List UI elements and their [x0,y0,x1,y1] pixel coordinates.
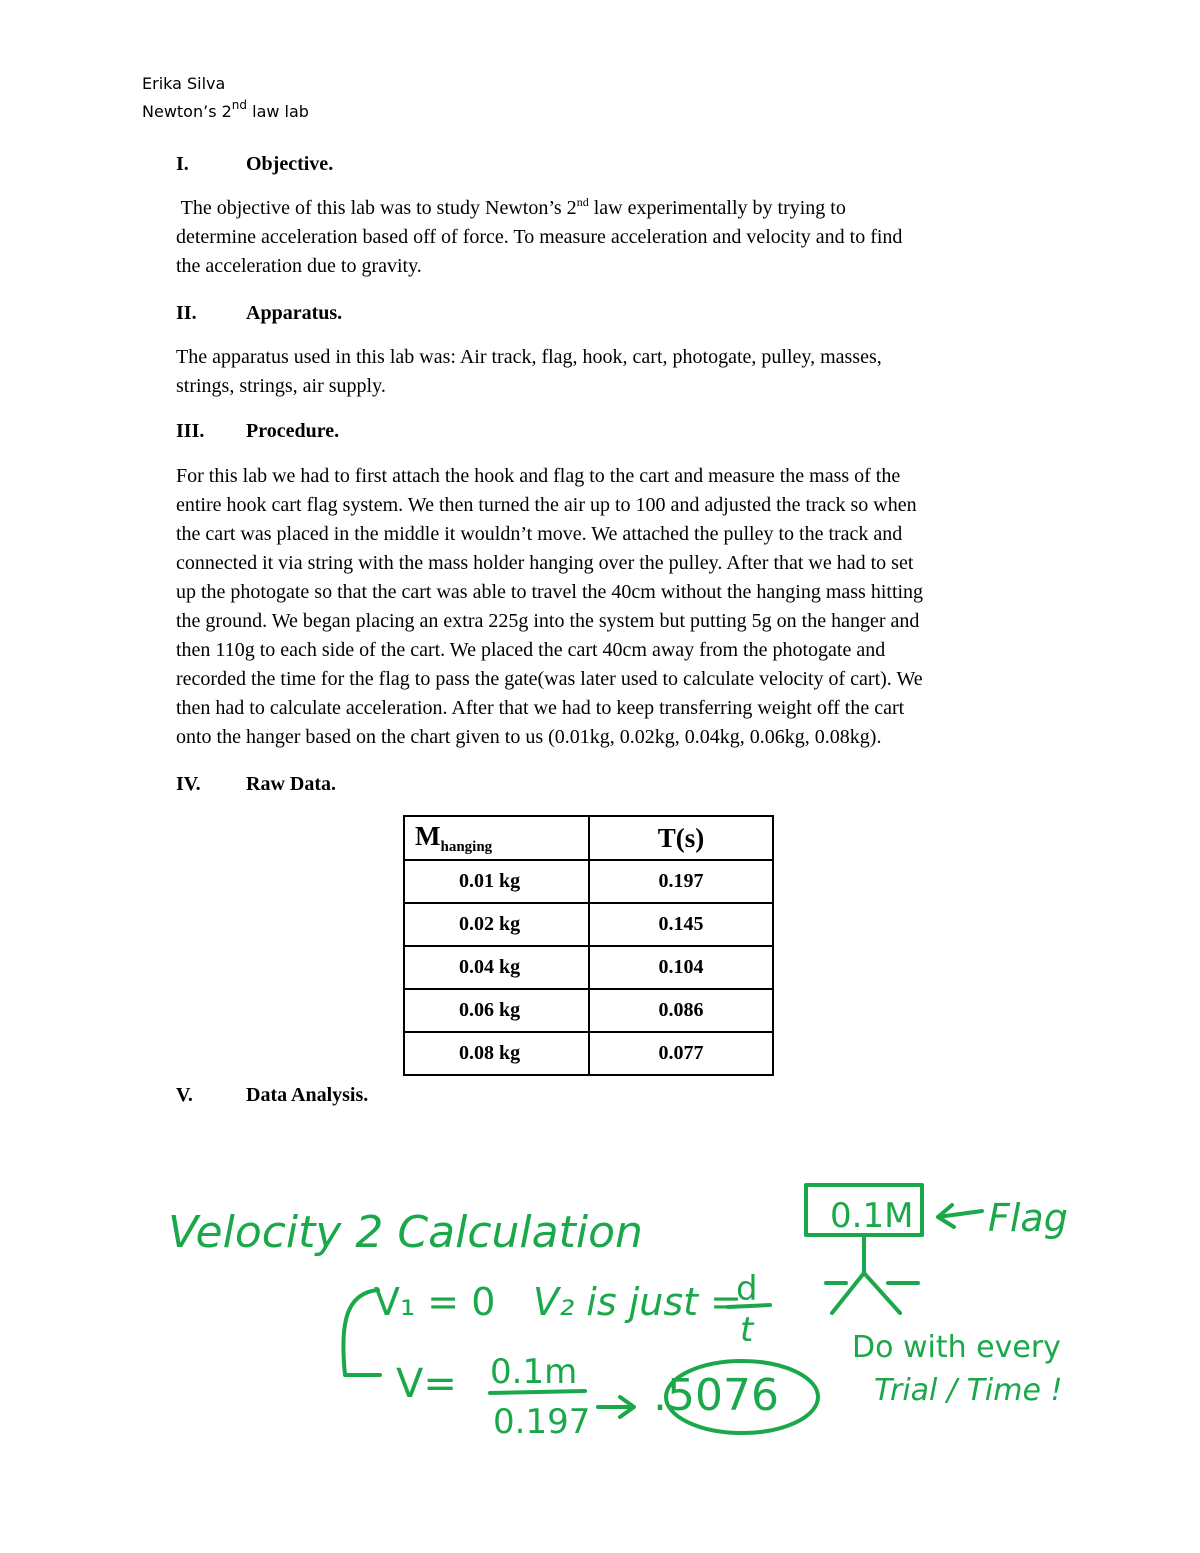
fraction-bar-icon [728,1305,770,1307]
column-header-mass: $M_{hanging}$ [404,816,589,860]
arrow-icon [598,1397,634,1417]
handwritten-v-prefix: V= [396,1361,457,1407]
column-header-time: T(s) [589,816,773,860]
mass-cell: 0.02 kg [404,903,589,946]
table-header-row [404,816,773,860]
mass-cell: 0.08 kg [404,1032,589,1075]
objective-paragraph: The objective of this lab was to study Newton’s 2nd law experimentally by trying to determine acceleration based off of force. To measure acceleration and velocity and to find the acceleration due to gravity. [176,195,903,277]
handwritten-t: t [740,1310,754,1350]
mass-cell: 0.06 kg [404,989,589,1032]
table-row [404,860,773,903]
handwritten-title: Velocity 2 Calculation [168,1207,643,1258]
document-page: Erika Silva Newton’s 2nd law lab I. Objective. The objective of this lab was to study Newton’s 2nd law experimentally by trying to determine acceleration based off of force. To measure acceleration and velocity and to find the acceleration due to gravity. II. Apparatus. The apparatus used in this lab was: Air track, flag, hook, cart, photogate, pulley, masses, strings, strings, air supply. III. Procedure. For this lab we had to first attach the hook and flag to the cart and measure the mass of the entire hook cart flag system. We then turned the air up to 100 and adjusted the track so when the cart was placed in the middle it wouldn’t move. We attached the pulley to the track and connected it via string with the mass holder hanging over the pulley. After that we had to set up the photogate so that the cart was able to travel the 40cm without the hanging mass hitting the ground. We began placing an extra 225g into the system but putting 5g on the hanger and then 110g to each side of the cart. We placed the cart 40cm away from the photogate and recorded the time for the flag to pass the gate(was later used to calculate velocity of cart). We then had to calculate acceleration. After that we had to keep transferring weight off the cart onto the hanger based on the chart given to us (0.01kg, 0.02kg, 0.04kg, 0.06kg, 0.08kg). IV. Raw Data. $M_{hanging}$ T(s) 0.01 kg 0.197 0.02 kg 0.145 0.04 kg 0.104 0.06 kg 0.086 0.08 kg 0.077 V. Data Analysis. Velocity 2 Calculation V₁ = 0 V₂ is just = d t V= 0.1m 0.197 .5076 0.1M Flag Do with every Trial / Time ! [0,0,1200,1553]
table-row [404,946,773,989]
time-cell: 0.145 [589,903,773,946]
handwritten-v1: V₁ = 0 [374,1280,496,1324]
time-cell: 0.104 [589,946,773,989]
apparatus-paragraph: The apparatus used in this lab was: Air track, flag, hook, cart, photogate, pulley, masses, strings, strings, air supply. [176,346,882,397]
flag-stand-icon [826,1235,918,1313]
time-cell: 0.077 [589,1032,773,1075]
handwritten-d: d [736,1269,758,1309]
mass-cell: 0.01 kg [404,860,589,903]
time-cell: 0.086 [589,989,773,1032]
table-row [404,989,773,1032]
handwritten-note-line1: Do with every [852,1330,1061,1365]
raw-data-table [403,815,774,1076]
handwritten-numerator: 0.1m [490,1352,578,1392]
handwritten-v2: V₂ is just = [533,1280,742,1324]
lab-title: Newton’s 2nd law lab [142,98,309,121]
table-row [404,903,773,946]
table-row [404,1032,773,1075]
author-name: Erika Silva [142,74,226,93]
handwritten-calculation [0,1175,1200,1455]
fraction-bar-icon [490,1391,585,1393]
handwritten-box-label: 0.1M [830,1196,914,1236]
handwritten-flag-label: Flag [988,1196,1068,1240]
flag-arrow-icon [938,1205,982,1227]
procedure-paragraph: For this lab we had to first attach the hook and flag to the cart and measure the mass of the entire hook cart flag system. We then turned the air up to 100 and adjusted the track so when the cart was placed in the middle it wouldn’t move. We attached the pulley to the track and connected it via string with the mass holder hanging over the pulley. After that we had to set up the photogate so that the cart was able to travel the 40cm without the hanging mass hitting the ground. We began placing an extra 225g into the system but putting 5g on the hanger and then 110g to each side of the cart. We placed the cart 40cm away from the photogate and recorded the time for the flag to pass the gate(was later used to calculate velocity of cart). We then had to calculate acceleration. After that we had to keep transferring weight off the cart onto the hanger based on the chart given to us (0.01kg, 0.02kg, 0.04kg, 0.06kg, 0.08kg). [176,465,924,748]
handwritten-note-line2: Trial / Time ! [874,1373,1063,1408]
handwritten-denominator: 0.197 [493,1402,591,1442]
time-cell: 0.197 [589,860,773,903]
mass-cell: 0.04 kg [404,946,589,989]
handwritten-result: .5076 [653,1370,779,1421]
